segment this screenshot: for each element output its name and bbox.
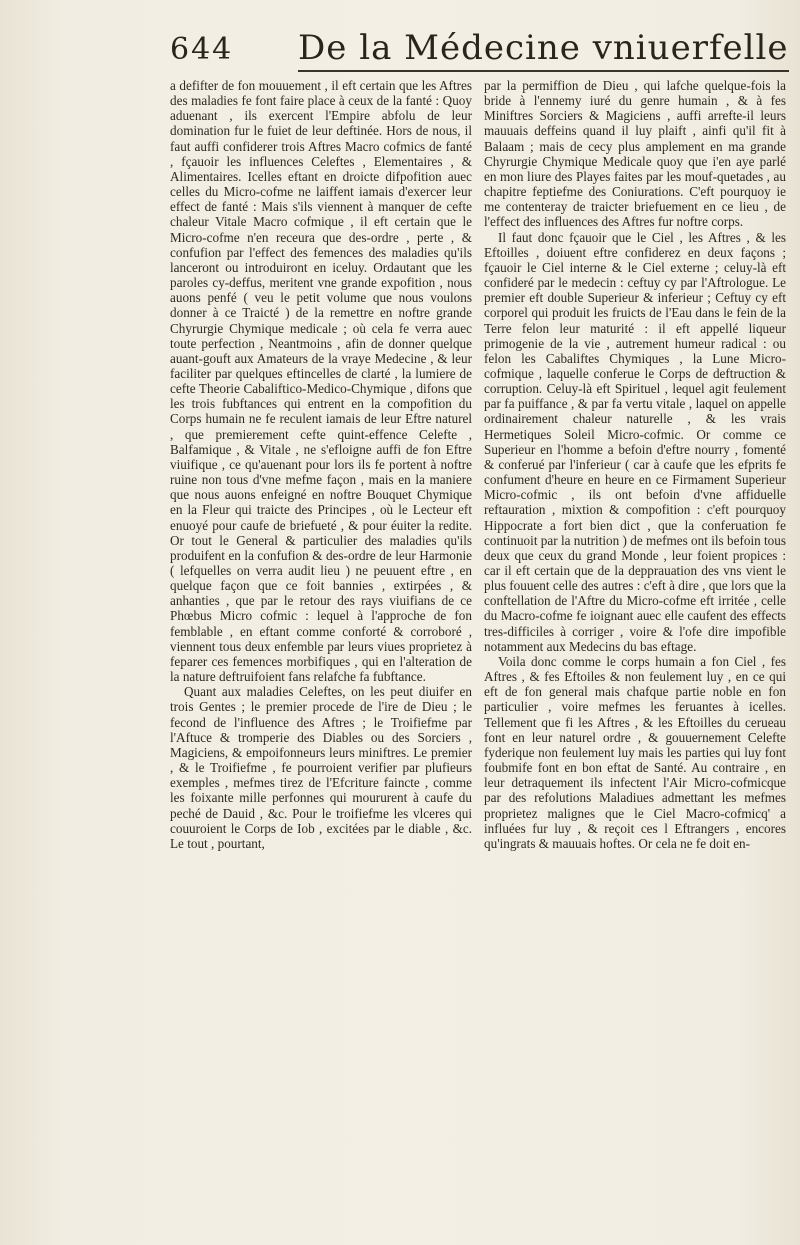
right-paragraph-1: par la permiffion de Dieu , qui lafche quelque-fois la bride à l'ennemy iuré du genre humain , & à fes Miniftres Sorciers & Magiciens , auffi arrefte-il leurs mauuais deffeins quand il luy plaift , ainfi qu'il fit à Balaam ; mais de cecy plus amplement en ma grande Chyrurgie Chymique Medicale quoy que i'en aye parlé en mon liure des Playes faites par les mouf-quetades , au chapitre feptiefme des Coniurations. C'eft pourquoy ie me contenteray de traicter briefuement en ce lieu , de l'effect des influences des Aftres fur noftre corps. (484, 78, 786, 230)
right-paragraph-2: Il faut donc fçauoir que le Ciel , les Aftres , & les Eftoilles , doiuent eftre confiderez en deux façons ; fçauoir le Ciel interne & le Ciel externe ; celuy-là eft confideré par le medecin : ceftuy cy par l'Aftrologue. Le premier eft double Superieur & inferieur ; Ceftuy cy eft corporel qui produit les fruicts de l'Eau dans le fein de la Terre felon leur maturité : il eft appellé liqueur primogenie de la vie , autrement humeur radical : ou felon les Cabaliftes Chymiques , la Lune Micro-cofmique , laquelle conferue le Corps de deftruction & corruption. Celuy-là eft Spirituel , lequel agit feulement par fa puiffance , & par fa vertu vitale , laquel on appelle ordinairement chaleur naturelle , & les vrais Hermetiques Soleil Micro-cofmic. Or comme ce Superieur en l'homme a befoin d'eftre nourry , fomenté & conferué par l'inferieur ( car à caufe que les efprits fe confument d'heure en heure en ce Firmament Superieur Micro-cofmic , ils ont befoin d'vne affiduelle reftauration , mixtion & compofition : c'eft pourquoy Hippocrate a fort bien dict , que la conferuation fe continuoit par la nutrition ) de mefmes ont ils befoin tous deux que ceux du grand Monde , leur foient propices : car il eft certain que de la depprauation des vns vient le plus fouuent celle des autres : c'eft à dire , que lors que la conftellation de l'Aftre du Micro-cofme eft irritée , celle du Macro-cofme fe ioignant auec elle caufent des effects tres-difficiles à corriger , voire & l'ofe dire impofible notamment aux Medecins du bas eftage. (484, 229, 786, 654)
page-header (0, 28, 800, 74)
left-paragraph-1: a defifter de fon mouuement , il eft certain que les Aftres des maladies fe font faire place à ceux de la fanté : Quoy aduenant , ils exercent l'Empire abfolu de leur domination fur le fuiet de leur deftinée. Hors de nous, il faut auffi confiderer trois Aftres Macro cofmics de fanté , fçauoir les influences Celeftes , Elementaires , & Alimentaires. Icelles eftant en droicte difpofition auec celles du Micro-cofme ne laiffent iamais d'exercer leur effect de fanté : Mais s'ils viennent à manquer de cefte chaleur Vitale Macro cofmique , il eft certain que le Micro-cofme n'en receura que des-ordre , perte , & confufion par l'effect des femences des maladies qu'ils lanceront ou introduiront en iceluy. Ordautant que les paroles cy-deffus, meritent vne grande expofition , nous auons penfé ( veu le petit volume que nous voulons donner à ce Traicté ) de la remettre en noftre grande Chyrurgie Chymique medicale ; où cela fe verra auec toute perfection , Neantmoins , afin de donner quelque auant-gouft aux Amateurs de la vraye Medecine , & leur faciliter par quelques eftincelles de clarté , la lumiere de cefte Theorie Cabaliftico-Medico-Chymique , difons que les trois fubftances qui entrent en la compofition du Corps humain ne fe reculent iamais de leur Eftre naturel , que premierement cefte quint-effence Celefte , Balfamique , & Vitale , ne s'efloigne auffi de fon Eftre viuifique , ce qu'auenant pour lors ils fe portent à noftre ruine non tous d'vne mefme façon , mais en la maniere que nous auons enfeigné en noftre Bouquet Chymique en la Fleur qui traicte des Principes , où le Lecteur eft enuoyé pour caufe de briefueté , & pour éuiter la redite. Or tout le General & particulier des maladies qu'ils produifent en la confufion & des-ordre de leur Harmonie ( lefquelles on verra audit lieu ) ne peuuent eftre , en quelque façon que ce foit bannies , extirpées , & anhanties , que par le retour des rays viuifians de ce Phœbus Micro cofmic : lequel à l'approche de fon femblable , en eftant comme conforté & corroboré , viennent tous deux enfemble par leurs viues proprietez à feparer ces femences morbifiques , qui en l'alteration de la nature deftruifoient fans relafche fa fubftance. (170, 78, 472, 685)
left-paragraph-2: Quant aux maladies Celeftes, on les peut diuifer en trois Gentes ; le premier procede de l'ire de Dieu ; le fecond de l'influence des Aftres ; le Troifiefme par l'Aftuce & tromperie des Diables ou des Sorciers , Magiciens, & empoifonneurs leurs miniftres. Le premier , & le Troifiefme , fe pourroient verifier par plufieurs exemples , mefmes tirez de l'Efcriture faincte , comme les foixante mille perfonnes qui moururent à caufe du peché de Dauid , &c. Pour le troifiefme les vlceres qui couuroient le Corps de Iob , excitées par le diable , &c. Le tout , pourtant, (170, 684, 472, 851)
page-number: 644 (170, 32, 234, 67)
right-column (484, 78, 786, 851)
running-head: De la Médecine vniuerfelle (298, 28, 789, 72)
right-paragraph-3: Voila donc comme le corps humain a fon Ciel , fes Aftres , & fes Eftoiles & non feulement luy , en ce qui eft de fon general mais chafque partie noble en fon particulier , voire mefmes les feruantes à icelles. Tellement que fi les Aftres , & les Eftoilles du cerueau font en leur naturel ordre , & gouuernement Celefte fyderique non feulement luy mais les parties qui luy font foubmife font en bon eftat de Santé. Au contraire , en leur detraquement ils infectent l'Air Micro-cofmicque par des refolutions Maladiues admettant les mefmes proprietez malignes que le Ciel Macro-cofmicq' a influées fur luy , & reçoit ces l Eftrangers , encores qu'ingrats & mauuais hoftes. Or cela ne fe doit en- (484, 653, 786, 851)
left-column (170, 78, 472, 851)
